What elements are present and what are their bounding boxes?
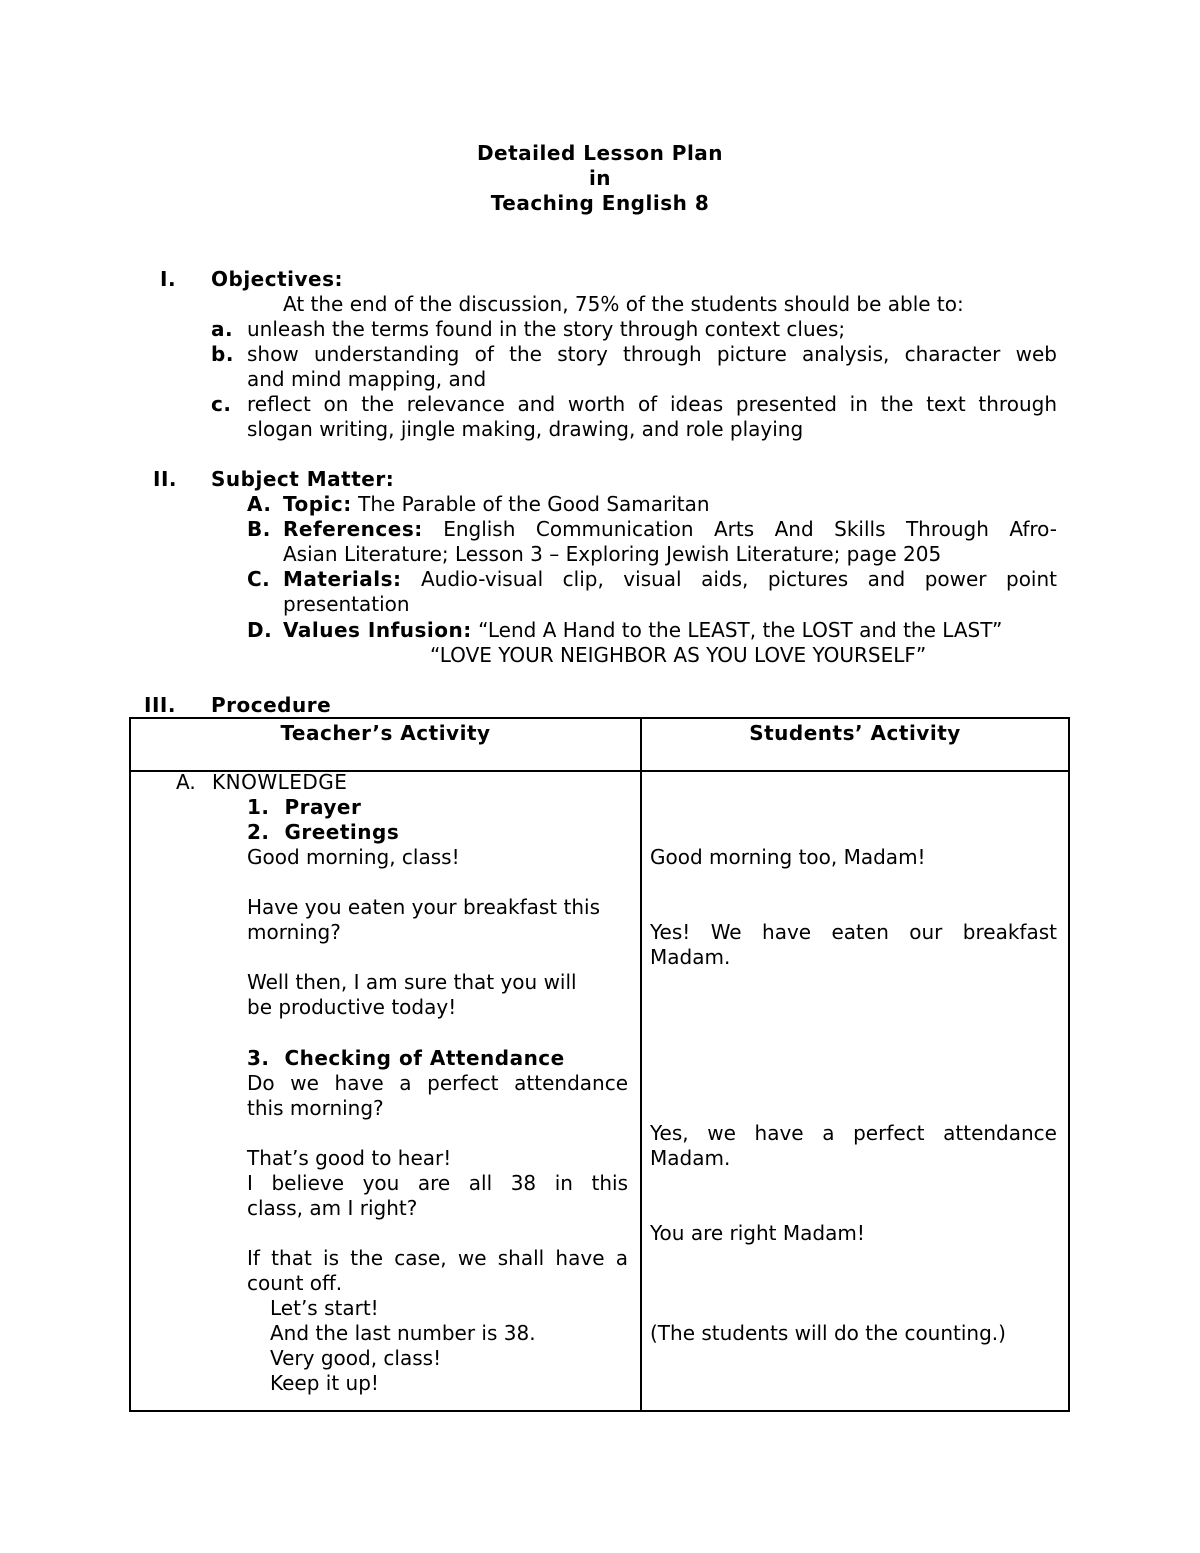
objectives-intro: At the end of the discussion, 75% of the students should be able to: <box>283 292 964 316</box>
objective-text-cont: slogan writing, jingle making, drawing, and role playing <box>247 417 804 441</box>
subject-value-cont: “LOVE YOUR NEIGHBOR AS YOU LOVE YOURSELF” <box>430 643 927 667</box>
student-line: Madam. <box>650 1146 731 1170</box>
step-greetings: 2. Greetings <box>247 820 400 844</box>
subject-matter-heading: Subject Matter: <box>211 467 395 491</box>
table-column-divider <box>640 719 642 1410</box>
student-line: Madam. <box>650 945 731 969</box>
student-line: Yes, we have a perfect attendance <box>650 1121 1057 1145</box>
section-letter: A. <box>176 770 196 794</box>
teacher-line: class, am I right? <box>247 1196 418 1220</box>
subject-label: References: <box>283 517 423 541</box>
procedure-heading: Procedure <box>211 693 332 717</box>
subject-value: The Parable of the Good Samaritan <box>358 492 710 516</box>
teacher-line: morning? <box>247 920 341 944</box>
teacher-line: this morning? <box>247 1096 384 1120</box>
teacher-line: That’s good to hear! <box>247 1146 452 1170</box>
teacher-line: Do we have a perfect attendance <box>247 1071 628 1095</box>
subject-item-materials <box>283 567 1057 592</box>
teacher-line: Very good, class! <box>270 1346 442 1370</box>
teacher-line: I believe you are all 38 in this <box>247 1171 628 1195</box>
objective-text: reflect on the relevance and worth of ideas presented in the text through <box>247 392 1057 416</box>
teacher-activity-header: Teacher’s Activity <box>280 721 491 745</box>
subject-value: English Communication Arts And Skills Through Afro- <box>443 517 1057 541</box>
objective-letter: a. <box>211 317 234 341</box>
student-line: Good morning too, Madam! <box>650 845 926 869</box>
section-numeral: III. <box>144 693 176 717</box>
objective-letter: b. <box>211 342 234 366</box>
subject-label: Topic: <box>283 492 352 516</box>
subject-value-cont: presentation <box>283 592 410 616</box>
procedure-table <box>129 717 1070 1412</box>
subject-letter: C. <box>247 567 271 591</box>
teacher-line: Have you eaten your breakfast this <box>247 895 600 919</box>
student-line: Yes! We have eaten our breakfast <box>650 920 1057 944</box>
student-line: (The students will do the counting.) <box>650 1321 1006 1345</box>
subject-item-values <box>283 618 1002 643</box>
teacher-line: And the last number is 38. <box>270 1321 536 1345</box>
document-title-in: in <box>588 166 612 190</box>
subject-value: Audio-visual clip, visual aids, pictures and power point <box>420 567 1058 591</box>
subject-letter: D. <box>247 618 273 642</box>
section-numeral: II. <box>153 467 177 491</box>
teacher-line: Well then, I am sure that you will <box>247 970 577 994</box>
teacher-line: If that is the case, we shall have a <box>247 1246 628 1270</box>
teacher-line: count off. <box>247 1271 343 1295</box>
students-activity-header: Students’ Activity <box>749 721 961 745</box>
subject-letter: A. <box>247 492 272 516</box>
teacher-line: be productive today! <box>247 995 457 1019</box>
section-title: KNOWLEDGE <box>212 770 348 794</box>
document-subtitle: Teaching English 8 <box>490 191 710 215</box>
section-numeral: I. <box>160 267 177 291</box>
subject-value: “Lend A Hand to the LEAST, the LOST and the LAST” <box>478 618 1003 642</box>
subject-label: Materials: <box>283 567 402 591</box>
objective-text: show understanding of the story through picture analysis, character web <box>247 342 1057 366</box>
step-attendance: 3. Checking of Attendance <box>247 1046 565 1070</box>
subject-value-cont: Asian Literature; Lesson 3 – Exploring Jewish Literature; page 205 <box>283 542 942 566</box>
subject-item-references <box>283 517 1057 542</box>
subject-item-topic <box>283 492 710 517</box>
subject-label: Values Infusion: <box>283 618 472 642</box>
objective-text-cont: and mind mapping, and <box>247 367 487 391</box>
teacher-line: Good morning, class! <box>247 845 460 869</box>
objectives-heading: Objectives: <box>211 267 344 291</box>
teacher-line: Keep it up! <box>270 1371 379 1395</box>
subject-letter: B. <box>247 517 271 541</box>
step-prayer: 1. Prayer <box>247 795 362 819</box>
objective-text: unleash the terms found in the story through context clues; <box>247 317 846 341</box>
objective-letter: c. <box>211 392 232 416</box>
document-title: Detailed Lesson Plan <box>476 141 724 165</box>
student-line: You are right Madam! <box>650 1221 865 1245</box>
teacher-line: Let’s start! <box>270 1296 379 1320</box>
